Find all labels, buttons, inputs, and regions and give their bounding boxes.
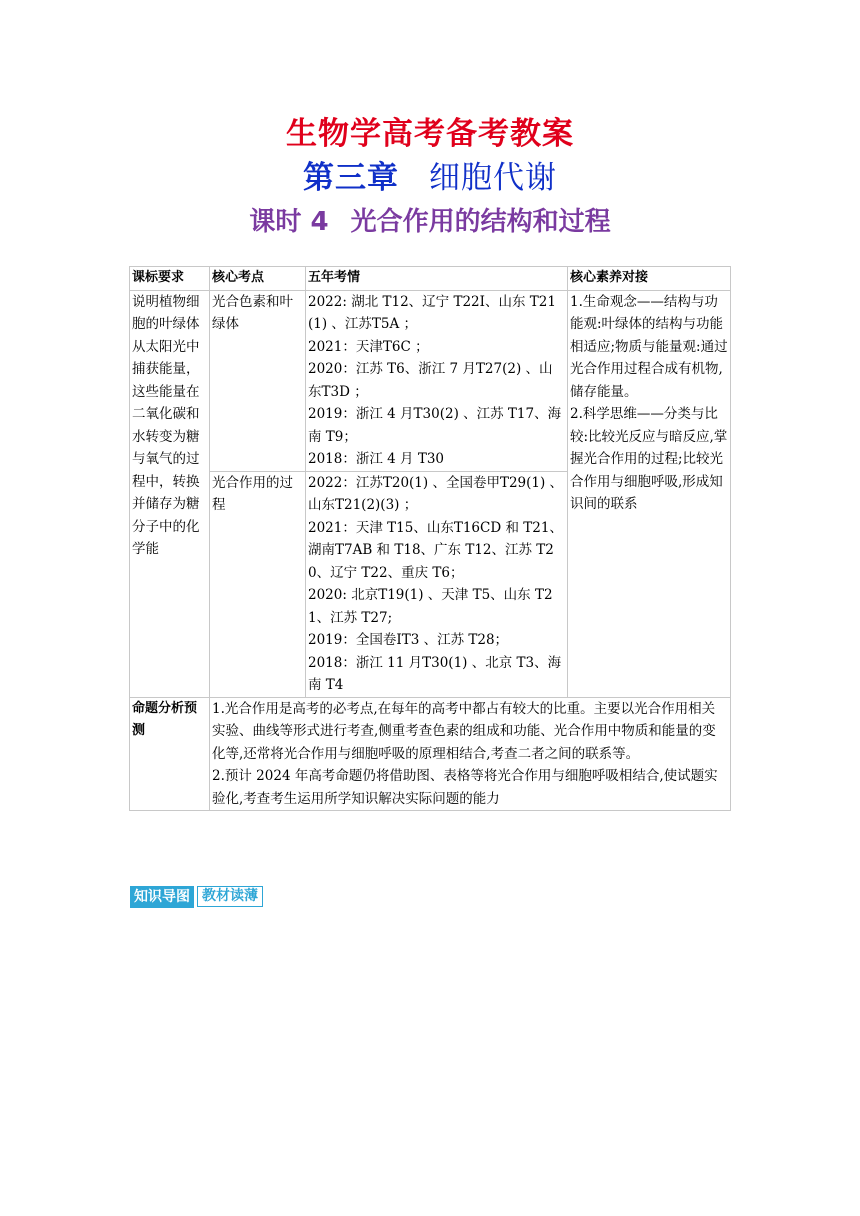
header-exams: 五年考情 — [306, 267, 568, 291]
knowledge-map-badge: 知识导图 — [130, 886, 194, 908]
textbook-reading-badge: 教材读薄 — [197, 886, 263, 907]
lesson-number: 课时 4 — [249, 207, 329, 237]
literacy-cell — [568, 290, 731, 697]
forecast-line: 2.预计 2024 年高考命题仍将借助图、表格等将光合作用与细胞呼吸相结合,使试题实验化,考查考生运用所学知识解决实际问题的能力 — [212, 768, 718, 807]
forecast-label: 命题分析预测 — [130, 697, 210, 811]
section-badges — [130, 886, 263, 908]
literacy-line: 2.科学思维——分类与比较:比较光反应与暗反应,掌握光合作用的过程;比较光合作用与细胞呼吸,形成知识间的联系 — [570, 406, 728, 512]
exam-line: 2022：江苏T20(1) 、全国卷甲T29(1) 、山东T21(2)(3) ； — [308, 474, 564, 513]
lesson-title — [0, 201, 860, 238]
exam-line: 2020: 北京T19(1) 、天津 T5、山东 T21、江苏 T27; — [308, 587, 553, 626]
exam-line: 2021：天津 T15、山东T16CD 和 T21、湖南T7AB 和 T18、广东 T12、江苏 T20、辽宁 T22、重庆 T6； — [308, 519, 563, 581]
lesson-plan-table — [129, 266, 731, 811]
exam-line: 2018：浙江 4 月 T30 — [308, 451, 445, 467]
exam-line: 2019：全国卷ⅠT3 、江苏 T28； — [308, 632, 509, 648]
exam-line: 2019：浙江 4 月T30(2) 、江苏 T17、海南 T9； — [308, 406, 562, 445]
forecast-line: 1.光合作用是高考的必考点,在每年的高考中都占有较大的比重。主要以光合作用相关实验、曲线等形式进行考查,侧重考查色素的组成和功能、光合作用中物质和能量的变化等,还常将光合作用与细胞呼吸的原理相结合,考查二者之间的联系等。 — [212, 700, 716, 762]
exam-line: 2020：江苏 T6、浙江 7 月T27(2) 、山东T3D ； — [308, 361, 553, 400]
table-row — [130, 697, 731, 811]
chapter-name: 细胞代谢 — [429, 160, 557, 196]
chapter-title — [0, 152, 860, 197]
exam-history-cell — [306, 471, 568, 697]
main-title: 生物学高考备考教案 — [286, 116, 574, 152]
table-header-row — [130, 267, 731, 291]
header-requirement: 课标要求 — [130, 267, 210, 291]
header-literacy: 核心素养对接 — [568, 267, 731, 291]
header-core-point: 核心考点 — [210, 267, 306, 291]
exam-history-cell — [306, 290, 568, 471]
forecast-cell — [210, 697, 731, 811]
core-point-cell: 光合色素和叶绿体 — [210, 290, 306, 471]
core-point-cell: 光合作用的过程 — [210, 471, 306, 697]
exam-line: 2021：天津T6C ； — [308, 338, 429, 355]
lesson-name: 光合作用的结构和过程 — [350, 207, 611, 237]
literacy-line: 1.生命观念——结构与功能观:叶绿体的结构与功能相适应;物质与能量观:通过光合作用过程合成有机物,储存能量。 — [570, 293, 728, 400]
requirement-cell: 说明植物细胞的叶绿体从太阳光中捕获能量，这些能量在二氧化碳和水转变为糖与氧气的过程中，转换并储存为糖分子中的化学能 — [130, 290, 210, 697]
exam-line: 2022: 湖北 T12、辽宁 T22Ⅰ、山东 T21(1) 、江苏T5A ； — [308, 293, 556, 332]
chapter-number: 第三章 — [303, 160, 399, 196]
exam-line: 2018：浙江 11 月T30(1) 、北京 T3、海南 T4 — [308, 654, 562, 693]
table-row — [130, 290, 731, 471]
